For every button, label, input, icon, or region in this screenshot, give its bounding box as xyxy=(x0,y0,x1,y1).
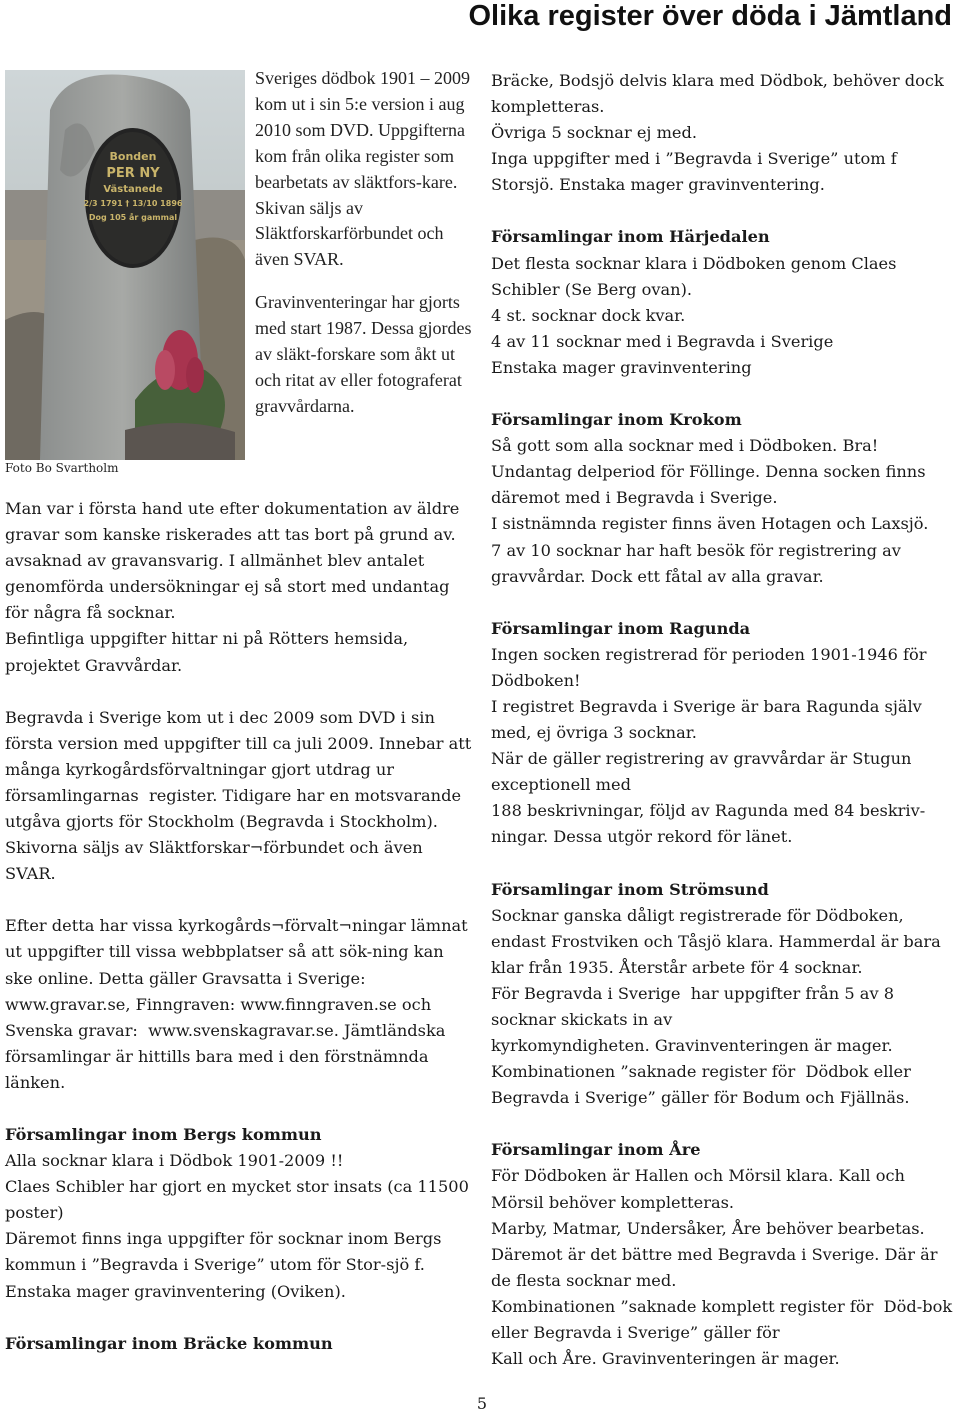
body-paragraph: 7 av 10 socknar har haft besök för registrering av gravvårdar. Dock ett fåtal av alla gravar. xyxy=(491,540,907,586)
body-paragraph: Däremot finns inga uppgifter för socknar inom Bergs kommun i ”Begravda i Sverige” utom för Stor-sjö f. Enstaka mager gravinventering (Oviken). xyxy=(5,1229,447,1301)
intro-section xyxy=(5,496,473,679)
caption-paragraph: Sveriges dödbok 1901 – 2009 kom ut i sin 5:e version i aug 2010 som DVD. Uppgifterna kom från olika register som bearbetats av släktfors-kare. Skivan säljs av Släktforskarförbundet och även SVAR. xyxy=(255,68,470,270)
stone-line-2: PER NY xyxy=(106,166,160,181)
body-paragraph: Det flesta socknar klara i Dödboken genom Claes Schibler (Se Berg ovan). xyxy=(491,253,902,299)
body-paragraph: Socknar ganska dåligt registrerade för Dödboken, endast Frostviken och Tåsjö klara. Hammerdal är bara klar från 1935. Återstår arbete för 4 socknar. xyxy=(491,905,946,977)
right-column xyxy=(491,68,958,1372)
gravestone-photo xyxy=(5,70,245,460)
body-paragraph: Claes Schibler har gjort en mycket stor insats (ca 11500 poster) xyxy=(5,1177,475,1223)
body-paragraph: Efter detta har vissa kyrkogårds¬förvalt¬ningar lämnat ut uppgifter till vissa webbplatser så att sök-ning kan ske online. Detta gäller Gravsatta i Sverige: www.gravar.se, Finngraven: www.finngraven.se och Svenska gravar: www.svenskagravar.se. Jämtländska församlingar är hittills bara med i den förstnämnda länken. xyxy=(5,916,473,1092)
section-heading: Församlingar inom Strömsund xyxy=(491,879,769,899)
body-paragraph: Övriga 5 socknar ej med. xyxy=(491,123,698,143)
section-heading: Församlingar inom Ragunda xyxy=(491,618,751,638)
are-section xyxy=(491,1137,958,1372)
body-paragraph: Kombinationen ”saknade register för Dödbok eller Begravda i Sverige” gäller för Bodum och Fjällnäs. xyxy=(491,1062,917,1108)
body-paragraph: När de gäller registrering av gravvårdar är Stugun exceptionell med xyxy=(491,749,917,795)
stone-line-3: Västanede xyxy=(103,184,163,195)
stone-line-5: Dog 105 år gammal xyxy=(88,213,178,222)
page-title: Olika register över döda i Jämtland xyxy=(468,0,952,32)
body-paragraph: Inga uppgifter med i ”Begravda i Sverige” utom f Storsjö. Enstaka mager gravinventering. xyxy=(491,149,902,195)
bergs-section xyxy=(5,1122,473,1305)
body-paragraph: I registret Begravda i Sverige är bara Ragunda själv med, ej övriga 3 socknar. xyxy=(491,696,927,743)
stromsund-section xyxy=(491,877,953,1112)
body-paragraph: Däremot är det bättre med Begravda i Sverige. Där är de flesta socknar med. xyxy=(491,1244,943,1290)
body-paragraph: 188 beskrivningar, följd av Ragunda med 84 beskriv-ningar. Dessa utgör rekord för länet. xyxy=(491,801,926,847)
body-paragraph: Bräcke, Bodsjö delvis klara med Dödbok, behöver dock kompletteras. xyxy=(491,71,949,117)
section-heading: Församlingar inom Krokom xyxy=(491,410,742,430)
bracke-section xyxy=(491,68,953,198)
harjedalen-section xyxy=(491,224,953,381)
ragunda-section xyxy=(491,616,953,851)
stone-line-4: 2/3 1791 † 13/10 1896 xyxy=(83,199,183,208)
begravda-section xyxy=(5,705,477,888)
body-paragraph: Enstaka mager gravinventering xyxy=(491,357,752,377)
body-paragraph: Så gott som alla socknar med i Dödboken. Bra! Undantag delperiod för Föllinge. Denna socken finns däremot med i Begravda i Sverige. xyxy=(491,436,931,508)
krokom-section xyxy=(491,407,953,590)
body-paragraph: 4 av 11 socknar med i Begravda i Sverige xyxy=(491,331,834,351)
body-paragraph: Alla socknar klara i Dödbok 1901-2009 !! xyxy=(5,1151,344,1171)
body-paragraph: För Begravda i Sverige har uppgifter från 5 av 8 socknar skickats in av xyxy=(491,983,900,1029)
body-paragraph: kyrkomyndigheten. Gravinventeringen är mager. xyxy=(491,1036,893,1056)
online-section xyxy=(5,913,473,1096)
section-heading: Församlingar inom Bräcke kommun xyxy=(5,1333,333,1353)
body-paragraph: Man var i första hand ute efter dokumentation av äldre gravar som kanske riskerades att tas bort på grund av. avsaknad av gravansvarig. I allmänhet blev antalet genomförda undersökningar ej så stort med undantag för några få socknar. xyxy=(5,499,465,623)
section-heading: Församlingar inom Bergs kommun xyxy=(5,1124,322,1144)
section-heading: Församlingar inom Härjedalen xyxy=(491,227,770,247)
body-paragraph: 4 st. socknar dock kvar. xyxy=(491,305,686,325)
photo-credit: Foto Bo Svartholm xyxy=(5,461,119,475)
page-number: 5 xyxy=(476,1394,488,1413)
body-paragraph: I sistnämnda register finns även Hotagen och Laxsjö. xyxy=(491,514,929,534)
body-paragraph: Kombinationen ”saknade komplett register för Död-bok eller Begravda i Sverige” gäller för xyxy=(491,1296,958,1343)
caption-paragraph: Gravinventeringar har gjorts med start 1987. Dessa gjordes av släkt-forskare som åkt ut och ritat av eller fotograferat gravvårdarna. xyxy=(255,292,472,416)
body-paragraph: Ingen socken registrerad för perioden 1901-1946 för Dödboken! xyxy=(491,644,932,690)
left-column xyxy=(5,496,477,1357)
body-paragraph: Befintliga uppgifter hittar ni på Rötters hemsida, projektet Gravvårdar. xyxy=(5,629,414,675)
body-paragraph: Begravda i Sverige kom ut i dec 2009 som DVD i sin första version med uppgifter till ca juli 2009. Innebar att många kyrkogårdsförvaltningar gjort utdrag ur församlingarnas register. Tidigare har en motsvarande utgåva gjorts för Stockholm (Begravda i Stockholm). Skivorna säljs av Släktforskar¬förbundet och även SVAR. xyxy=(5,707,477,884)
stone-line-1: Bonden xyxy=(109,150,157,163)
body-paragraph: Marby, Matmar, Undersåker, Åre behöver bearbetas. xyxy=(491,1218,925,1238)
photo-caption xyxy=(255,66,473,437)
body-paragraph: Kall och Åre. Gravinventeringen är mager. xyxy=(491,1349,840,1369)
gravestone-image xyxy=(5,70,245,460)
body-paragraph: För Dödboken är Hallen och Mörsil klara. Kall och Mörsil behöver kompletteras. xyxy=(491,1166,911,1212)
section-heading: Församlingar inom Åre xyxy=(491,1140,701,1160)
